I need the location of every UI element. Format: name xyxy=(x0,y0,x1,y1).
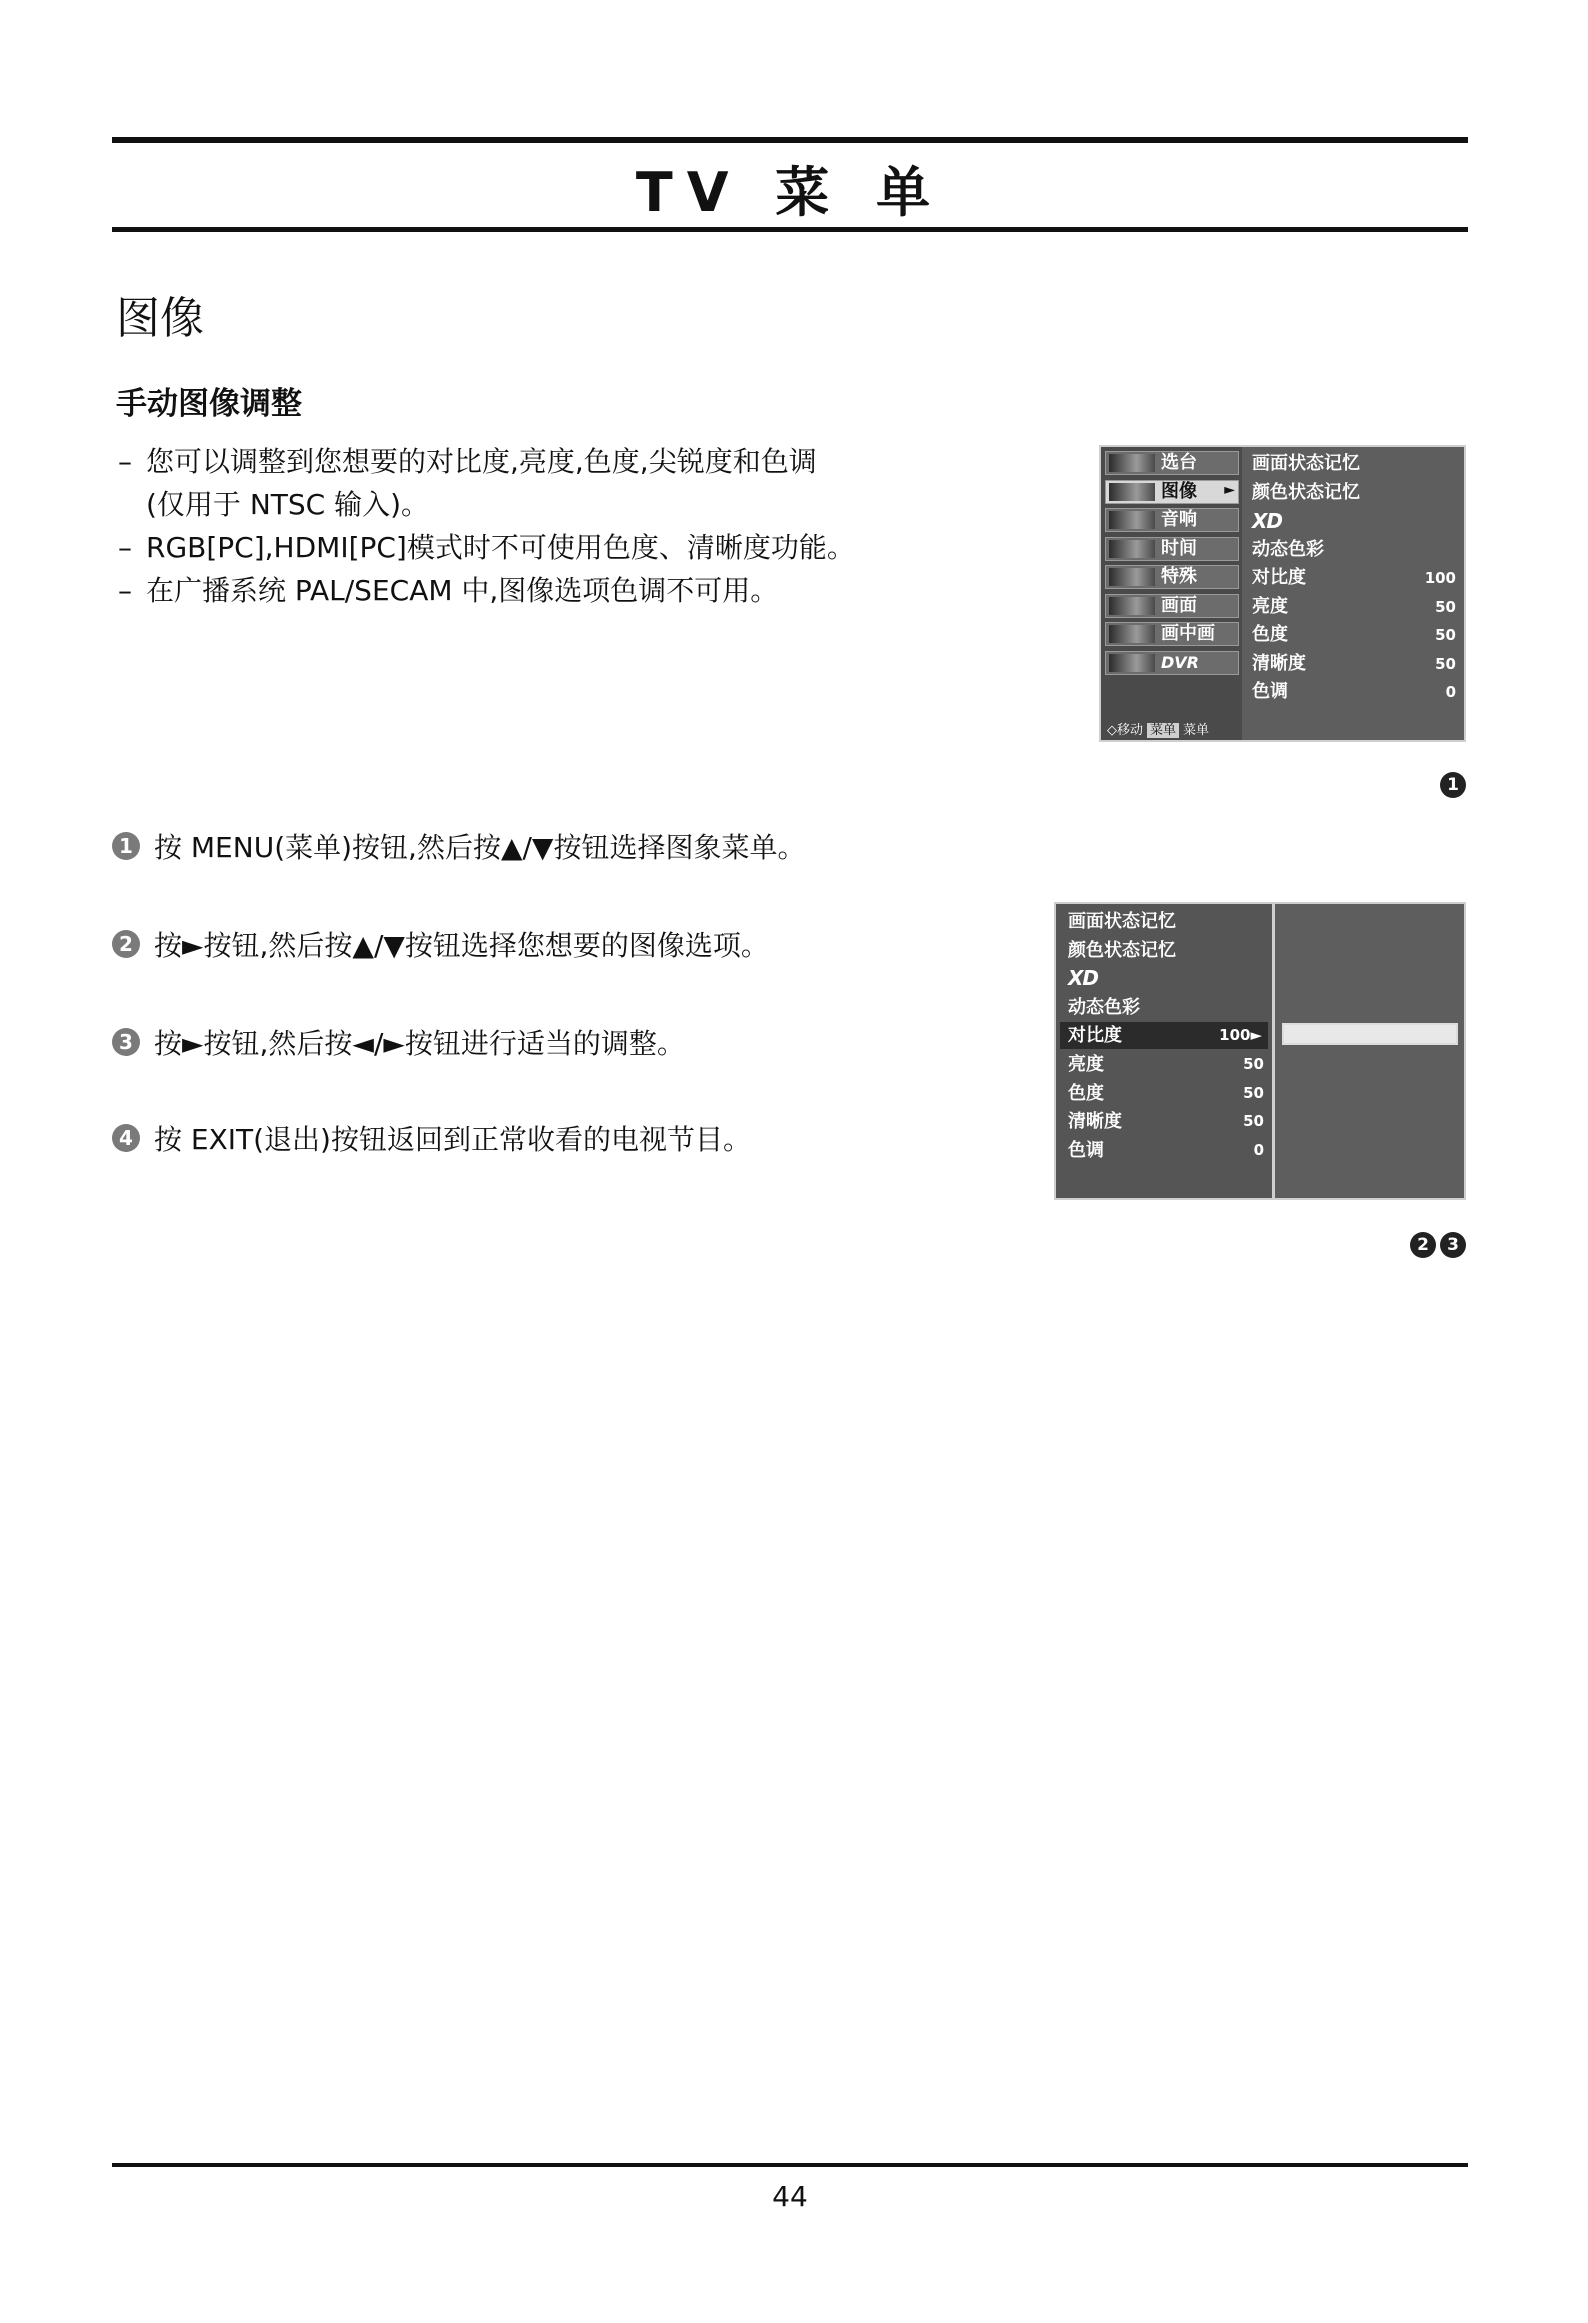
osd-option-label: 色调 xyxy=(1068,1139,1104,1161)
osd-menu-label: DVR xyxy=(1161,652,1199,672)
osd-option-value: 50 xyxy=(1435,626,1456,644)
osd-option-row xyxy=(1252,594,1456,620)
osd-footer xyxy=(1107,719,1209,738)
osd-option-label: 清晰度 xyxy=(1068,1111,1122,1133)
osd-option-value: 50 xyxy=(1243,1083,1264,1102)
osd-option-label: 动态色彩 xyxy=(1068,996,1140,1018)
osd-option-value: 50 xyxy=(1243,1055,1264,1073)
menu-thumbnail-icon xyxy=(1109,454,1155,472)
dash-marker xyxy=(118,483,146,526)
osd-option-row xyxy=(1068,1137,1264,1164)
osd-option-value: 100► xyxy=(1219,1026,1262,1045)
osd-option-row xyxy=(1068,908,1264,935)
section-subtitle: 手动图像调整 xyxy=(116,386,302,422)
osd-option-label: 色度 xyxy=(1252,624,1288,645)
note-item xyxy=(118,440,948,483)
osd-option-row xyxy=(1252,679,1456,705)
note-text: 在广播系统 PAL/SECAM 中,图像选项色调不可用。 xyxy=(146,574,779,607)
osd-menu-label: 图像 xyxy=(1161,480,1197,502)
osd-option-row xyxy=(1252,565,1456,591)
note-text: (仅用于 NTSC 输入)。 xyxy=(146,488,430,521)
osd-menu-item xyxy=(1105,622,1239,646)
osd-menu-item xyxy=(1105,508,1239,532)
osd-option-row xyxy=(1252,480,1456,506)
osd-option-label: 画面状态记忆 xyxy=(1252,453,1360,474)
osd-option-value: 50 xyxy=(1435,597,1456,616)
figure-number-badge: 3 xyxy=(1440,1232,1466,1258)
osd-option-value: 0 xyxy=(1445,683,1456,701)
header-rule-top xyxy=(112,137,1468,143)
osd-option-row xyxy=(1068,937,1264,964)
osd-option-row xyxy=(1068,1051,1264,1078)
dash-marker: – xyxy=(118,445,132,478)
osd-option-label: 色调 xyxy=(1252,681,1288,702)
menu-thumbnail-icon xyxy=(1109,568,1155,586)
osd-menu-column xyxy=(1101,447,1242,740)
osd-option-label: 亮度 xyxy=(1252,595,1288,617)
osd-option-label: 颜色状态记忆 xyxy=(1252,481,1360,503)
note-item xyxy=(118,526,948,569)
step-item xyxy=(112,1118,751,1158)
move-hint: ◇移动 xyxy=(1107,723,1143,738)
note-text: RGB[PC],HDMI[PC]模式时不可使用色度、清晰度功能。 xyxy=(146,531,855,564)
figure-ref-2-3 xyxy=(1410,1232,1466,1258)
dash-marker: – xyxy=(118,531,132,564)
osd-option-row xyxy=(1068,965,1264,993)
figure-number-badge: 1 xyxy=(1440,772,1466,798)
osd-option-value: 100 xyxy=(1424,569,1456,587)
osd-option-row xyxy=(1252,622,1456,648)
page-title: TV 菜 单 xyxy=(635,161,945,224)
menu-thumbnail-icon xyxy=(1109,483,1155,501)
menu-thumbnail-icon xyxy=(1109,597,1155,615)
xd-logo-icon: XD xyxy=(1252,509,1283,533)
note-item xyxy=(118,483,948,526)
menu-key-icon: 菜单 xyxy=(1147,723,1179,738)
osd-menu-item xyxy=(1105,651,1239,675)
osd-menu-label: 画面 xyxy=(1161,594,1197,616)
step-text: 按►按钮,然后按▲/▼按钮选择您想要的图像选项。 xyxy=(154,929,769,962)
step-item xyxy=(112,826,805,866)
step-number-badge: 1 xyxy=(112,832,140,860)
osd-option-value: 50 xyxy=(1243,1112,1264,1131)
osd-menu-item xyxy=(1105,480,1239,504)
menu-thumbnail-icon xyxy=(1109,511,1155,529)
osd-option-row xyxy=(1060,1022,1268,1049)
osd-option-row xyxy=(1068,994,1264,1021)
osd-option-row xyxy=(1252,508,1456,536)
arrow-right-icon: ► xyxy=(1224,481,1235,498)
step-number-badge: 2 xyxy=(112,930,140,958)
menu-thumbnail-icon xyxy=(1109,540,1155,558)
notes-list xyxy=(118,440,948,612)
osd-menu-label: 音响 xyxy=(1161,509,1197,530)
step-text: 按 MENU(菜单)按钮,然后按▲/▼按钮选择图象菜单。 xyxy=(154,831,806,864)
menu-thumbnail-icon xyxy=(1109,654,1155,672)
osd-menu-label: 选台 xyxy=(1161,452,1197,473)
osd-option-label: 对比度 xyxy=(1068,1025,1122,1047)
step-text: 按►按钮,然后按◄/►按钮进行适当的调整。 xyxy=(154,1027,685,1060)
osd-option-row xyxy=(1252,537,1456,563)
osd-option-value: 50 xyxy=(1435,654,1456,673)
note-item xyxy=(118,569,948,612)
osd-option-label: 对比度 xyxy=(1252,567,1306,588)
osd-option-label: 画面状态记忆 xyxy=(1068,911,1176,932)
contrast-slider-fill xyxy=(1284,1025,1456,1043)
xd-logo-icon: XD xyxy=(1068,966,1099,991)
contrast-slider-bar xyxy=(1282,1023,1458,1045)
osd-option-row xyxy=(1068,1080,1264,1107)
osd-option-label: 动态色彩 xyxy=(1252,538,1324,560)
osd-slider-column xyxy=(1275,904,1464,1198)
note-text: 您可以调整到您想要的对比度,亮度,色度,尖锐度和色调 xyxy=(146,445,817,478)
osd-menu-label: 特殊 xyxy=(1161,566,1197,587)
page-number: 44 xyxy=(772,2180,808,2213)
osd-main-menu xyxy=(1099,445,1466,742)
osd-option-label: 亮度 xyxy=(1068,1054,1104,1075)
step-text: 按 EXIT(退出)按钮返回到正常收看的电视节目。 xyxy=(154,1123,751,1156)
menu-hint: 菜单 xyxy=(1183,723,1210,738)
osd-option-row xyxy=(1252,451,1456,477)
dash-marker: – xyxy=(118,574,132,607)
figure-ref-1 xyxy=(1440,772,1466,798)
osd-option-label: 色度 xyxy=(1068,1082,1104,1104)
footer-rule xyxy=(112,2163,1468,2167)
header-rule-bottom xyxy=(112,227,1468,232)
step-item xyxy=(112,1022,685,1062)
osd-option-row xyxy=(1252,651,1456,677)
osd-options-column xyxy=(1056,904,1272,1198)
osd-menu-item xyxy=(1105,451,1239,475)
osd-menu-label: 画中画 xyxy=(1161,623,1215,644)
osd-menu-item xyxy=(1105,565,1239,589)
osd-option-value: 0 xyxy=(1253,1140,1264,1159)
step-number-badge: 3 xyxy=(112,1028,140,1056)
osd-picture-adjust xyxy=(1054,902,1466,1200)
osd-menu-label: 时间 xyxy=(1161,537,1197,559)
osd-option-label: 颜色状态记忆 xyxy=(1068,939,1176,961)
osd-option-label: 清晰度 xyxy=(1252,652,1306,674)
figure-number-badge: 2 xyxy=(1410,1232,1436,1258)
step-number-badge: 4 xyxy=(112,1124,140,1152)
section-title: 图像 xyxy=(116,293,204,344)
osd-option-row xyxy=(1068,1108,1264,1135)
menu-thumbnail-icon xyxy=(1109,625,1155,643)
osd-menu-item xyxy=(1105,537,1239,561)
step-item xyxy=(112,924,769,964)
osd-options-column xyxy=(1244,447,1464,740)
osd-menu-item xyxy=(1105,594,1239,618)
